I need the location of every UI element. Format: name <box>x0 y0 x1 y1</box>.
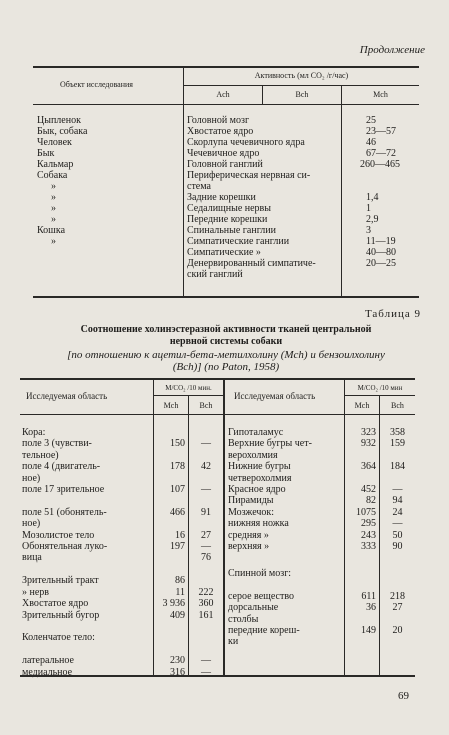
table-cell: 161 <box>198 609 214 621</box>
table-cell: серое вещество <box>228 590 295 602</box>
table-cell: 159 <box>390 438 405 450</box>
table-cell: Хвостатое ядро <box>187 126 254 137</box>
table-cell: Зрительный тракт <box>22 575 99 587</box>
table-cell: Кальмар <box>37 159 74 170</box>
table-cell: стема <box>187 181 211 192</box>
table-cell: 466 <box>170 506 185 518</box>
table-cell: 94 <box>392 495 403 507</box>
table-cell: » <box>51 203 56 214</box>
table1-top-rule <box>33 66 419 68</box>
table1-region-column <box>187 115 316 280</box>
table-cell: 358 <box>390 427 405 438</box>
table-cell: 27 <box>201 529 211 541</box>
table-cell: Хвостатое ядро <box>22 598 89 610</box>
table-cell: 364 <box>361 461 376 473</box>
table9-left-bch-column <box>189 427 223 678</box>
table-cell: ное) <box>22 472 41 484</box>
table-cell: 452 <box>361 484 376 496</box>
table1-body-divider-2 <box>341 104 342 296</box>
table-cell: поле 51 (обонятель- <box>22 506 107 518</box>
table-cell: 42 <box>201 461 211 473</box>
table-cell: 46 <box>366 137 376 148</box>
table-cell: — <box>392 484 403 496</box>
table-cell: поле 3 (чувстви- <box>22 438 92 450</box>
table-cell: Денервированный симпатиче- <box>187 258 316 269</box>
table-cell: ное) <box>22 518 41 530</box>
table-cell: 11 <box>175 586 185 598</box>
table-cell: — <box>201 484 211 496</box>
table-cell: Мозжечок: <box>228 506 275 518</box>
table9-title-line2: нервной системы собаки <box>169 336 283 347</box>
table-cell: 3 936 <box>162 598 185 610</box>
table-cell: 91 <box>201 506 211 518</box>
table-cell: 611 <box>361 590 376 602</box>
table9-left-units-rule <box>153 395 223 396</box>
table-cell: Кора: <box>22 427 46 438</box>
table-cell: Задние корешки <box>187 192 256 203</box>
table9-bch-header: Bch <box>199 401 213 410</box>
table-cell: » <box>51 236 56 247</box>
table-cell: 67—72 <box>366 148 396 159</box>
table-cell: 25 <box>366 115 376 126</box>
table-cell: 2,9 <box>366 214 379 225</box>
table-cell: 316 <box>170 666 185 678</box>
table-cell: Собака <box>37 170 68 181</box>
table-cell: 149 <box>361 624 376 636</box>
table-cell: 222 <box>198 586 214 598</box>
table-cell: 23—57 <box>366 126 396 137</box>
table-cell <box>22 564 107 575</box>
table-cell: нижняя ножка <box>228 518 289 530</box>
table-cell: » <box>51 181 56 192</box>
table-cell: 360 <box>198 598 214 610</box>
table-cell: Красное ядро <box>228 484 286 496</box>
table-cell: столбы <box>228 613 259 625</box>
table-cell: Бык <box>37 148 55 159</box>
table-cell: 82 <box>366 495 376 507</box>
table9-subtitle-line2: (Bch)] (no Paton, 1958) <box>172 361 280 373</box>
table9-units-header-right: M/CO₂ /10 мин <box>357 384 403 392</box>
table-cell: Чечевичное ядро <box>187 148 260 159</box>
table-cell: Мозолистое тело <box>22 529 95 541</box>
table-cell: 1 <box>366 203 371 214</box>
table-cell: 50 <box>392 529 403 541</box>
table9-left-mch-column <box>154 427 185 678</box>
table1-body-divider-1 <box>183 104 184 296</box>
table-cell: тельное) <box>22 449 59 461</box>
table-cell: 76 <box>201 552 211 564</box>
table-cell: поле 17 зрительное <box>22 484 105 496</box>
table1-object-header: Объект исследования <box>60 80 133 89</box>
table-cell: Периферическая нервная си- <box>187 170 311 181</box>
table1-mch-header: Mch <box>373 90 388 99</box>
table-cell: Головной мозг <box>187 115 250 126</box>
table1-object-column <box>37 115 87 247</box>
table-cell: 86 <box>175 575 185 587</box>
table-cell: 1,4 <box>366 192 379 203</box>
table9-right-units-rule <box>344 395 415 396</box>
table-cell: Спинной мозг: <box>228 567 292 579</box>
table-cell: — <box>201 666 211 678</box>
table-cell: передние кореш- <box>228 624 300 636</box>
table9-units-header: M/CO₂ /10 мин. <box>165 384 212 392</box>
table-cell: ки <box>228 636 239 648</box>
table9-title-line1: Соотношение холинэстеразной активности тканей центральной <box>80 324 372 335</box>
table-cell: Бык, собака <box>37 126 88 137</box>
table1-head-bottom-rule <box>33 104 419 105</box>
table1-bottom-rule <box>33 296 419 298</box>
table-cell: 27 <box>392 602 403 614</box>
table-cell: 932 <box>361 438 376 450</box>
table-cell: — <box>392 518 403 530</box>
table-cell: 243 <box>361 529 376 541</box>
table-cell: 20—25 <box>366 258 396 269</box>
table-cell: Симпатические ганглии <box>187 236 290 247</box>
table-cell: 24 <box>392 506 403 518</box>
table-cell: 333 <box>361 541 376 553</box>
table-cell: 409 <box>170 609 185 621</box>
table9-center-divider <box>223 379 225 675</box>
table-cell: медиальное <box>22 666 73 678</box>
table-cell: Головной ганглий <box>187 159 263 170</box>
table-cell: Коленчатое тело: <box>22 632 95 644</box>
table-cell: 184 <box>390 461 405 473</box>
table-cell: дорсальные <box>228 602 279 614</box>
table-cell: 36 <box>366 602 376 614</box>
table1-subhead-rule <box>183 85 419 86</box>
table9-left-area-column <box>22 427 107 678</box>
table-cell: поле 4 (двигатель- <box>22 461 101 473</box>
table-cell <box>22 644 107 655</box>
table-cell: Пирамиды <box>228 495 274 507</box>
table9-bottom-rule <box>20 675 415 677</box>
table-cell <box>22 621 107 632</box>
table-cell: 295 <box>361 518 376 530</box>
table-cell: верхняя » <box>228 541 270 553</box>
table-cell: Скорлупа чечевичного ядра <box>187 137 305 148</box>
table-cell: Обонятельная луко- <box>22 541 108 553</box>
table-cell: — <box>201 438 211 450</box>
table9-right-bch-column <box>380 427 415 636</box>
table-cell: 16 <box>175 529 185 541</box>
table-cell <box>366 181 400 192</box>
table-cell: ский ганглий <box>187 269 243 280</box>
table9-top-rule <box>20 378 415 380</box>
table9-area-header: Исследуемая область <box>26 391 108 401</box>
table-cell: Спинальные ганглии <box>187 225 276 236</box>
table9-area-header-right: Исследуемая область <box>234 391 316 401</box>
table-cell: 218 <box>390 590 405 602</box>
table-cell: Цыпленок <box>37 115 81 126</box>
page-number: 69 <box>398 690 409 702</box>
table-cell <box>22 495 107 506</box>
table-cell: Передние корешки <box>187 214 268 225</box>
table-cell: Нижние бугры <box>228 461 291 473</box>
table-cell: средняя » <box>228 529 269 541</box>
table-cell: Зрительный бугор <box>22 609 100 621</box>
table-cell: 3 <box>366 225 371 236</box>
table1-activity-header: Активность (мл CO₂ /г/час) <box>254 71 349 80</box>
table9-subtitle-line1: [по отношению к ацетил-бета-метилхолину (Mch) и бензоилхолину <box>67 349 385 361</box>
table-cell: 178 <box>170 461 185 473</box>
table1-bch-header: Bch <box>295 90 309 99</box>
table-cell: 90 <box>392 541 403 553</box>
table-cell <box>366 170 400 181</box>
table9-head-bottom-rule <box>20 414 415 415</box>
table-cell: 1075 <box>356 506 376 518</box>
table9-number: Таблица 9 <box>364 308 421 320</box>
table-cell: латеральное <box>22 655 74 667</box>
table9-mch-header: Mch <box>163 401 179 410</box>
table-cell: » нерв <box>22 586 50 598</box>
table-cell: Верхние бугры чет- <box>228 438 312 450</box>
continuation-label: Продолжение <box>359 44 425 56</box>
table-cell: Человек <box>37 137 72 148</box>
table9-right-area-column <box>228 427 312 648</box>
table-cell: 107 <box>170 484 185 496</box>
table-cell: четверохолмия <box>228 472 292 484</box>
table-cell: вица <box>22 552 42 564</box>
table9-right-mch-column <box>345 427 376 636</box>
table-cell: верохолмия <box>228 449 278 461</box>
table-cell: 230 <box>170 655 185 667</box>
table-cell: Седалищные нервы <box>187 203 271 214</box>
table1-ach-header: Ach <box>216 90 230 99</box>
table-cell: 197 <box>170 541 185 553</box>
table-cell: — <box>201 655 211 667</box>
table-cell: 150 <box>170 438 185 450</box>
table-cell: Гипоталамус <box>228 427 284 438</box>
table-cell: 260—465 <box>360 159 400 170</box>
table9-bch-header-right: Bch <box>391 401 404 410</box>
table-cell: » <box>51 192 56 203</box>
table9-mch-header-right: Mch <box>354 401 370 410</box>
table-cell: 40—80 <box>366 247 396 258</box>
table-cell: » <box>51 214 56 225</box>
table-cell: 11—19 <box>366 236 396 247</box>
table-cell: 323 <box>361 427 376 438</box>
table-cell: Кошка <box>37 225 66 236</box>
table1-mch-column <box>360 115 400 269</box>
table-cell: — <box>201 541 211 553</box>
table-cell: 20 <box>392 624 403 636</box>
table-cell: Симпатические » <box>187 247 261 258</box>
